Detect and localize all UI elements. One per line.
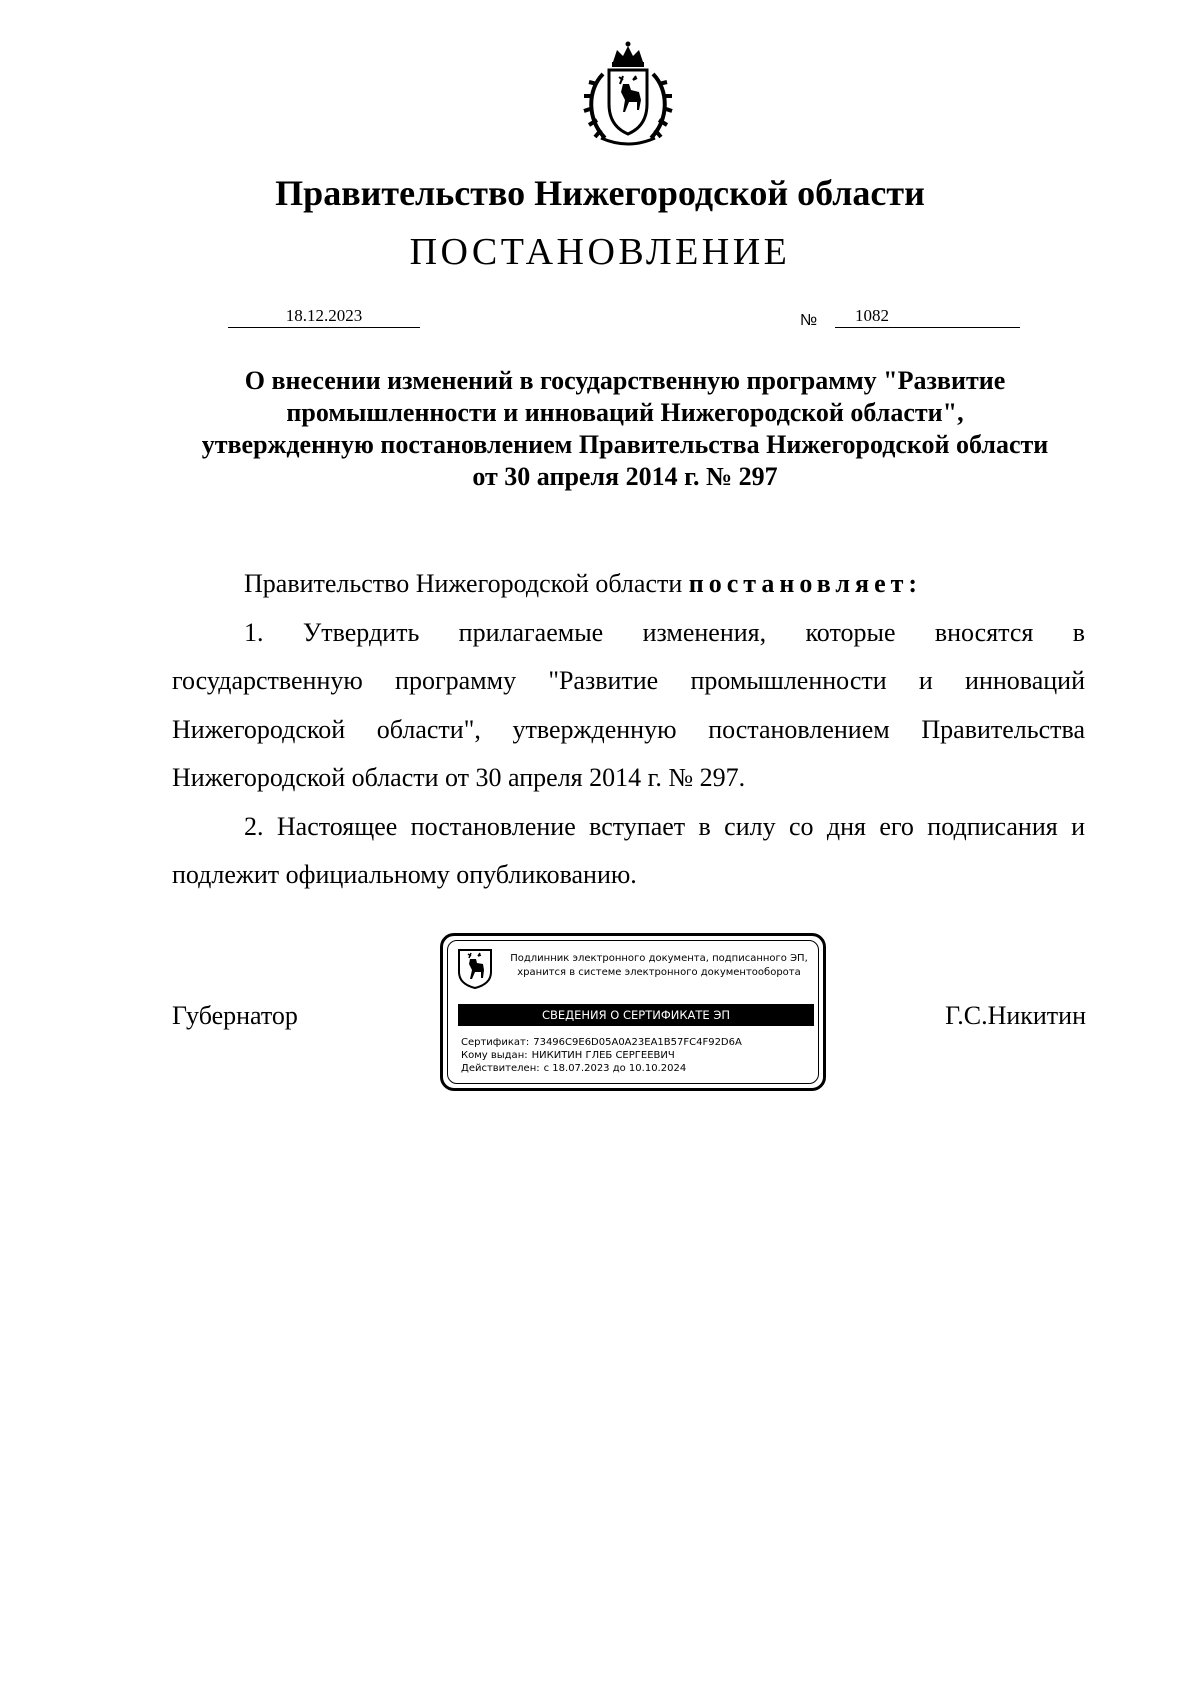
e-signature-stamp <box>440 933 826 1091</box>
coat-of-arms-emblem <box>573 40 683 150</box>
document-number: 1082 <box>855 306 889 325</box>
document-number-field <box>835 305 1020 328</box>
document-subject: О внесении изменений в государственную программу "Развитие промышленности и инноваций Нижегородской области", утвержденную постановлением Правительства Нижегородской области от 30 апреля 2014 г. № 297 <box>201 366 1049 491</box>
preamble-lead: Правительство Нижегородской области <box>244 569 689 598</box>
valid-value: с 18.07.2023 до 10.10.2024 <box>543 1063 687 1074</box>
stamp-note-line-2: хранится в системе электронного документооборота <box>517 967 801 978</box>
document-date: 18.12.2023 <box>228 305 420 328</box>
preamble <box>172 560 1085 609</box>
document-kind: ПОСТАНОВЛЕНИЕ <box>409 231 791 273</box>
item-2: 2. Настоящее постановление вступает в силу со дня его подписания и подлежит официальному опубликованию. <box>172 811 1085 889</box>
signatory-name: Г.С.Никитин <box>945 1001 1086 1030</box>
number-sign: № <box>800 312 818 329</box>
item-1: 1. Утвердить прилагаемые изменения, которые вносятся в государственную программу "Развитие промышленности и инноваций Нижегородской области", утвержденную постановлением Правительства Нижегородской области от 30 апреля 2014 г. № 297. <box>172 617 1085 792</box>
stamp-note-line-1: Подлинник электронного документа, подписанного ЭП, <box>510 953 808 964</box>
stamp-note <box>499 952 819 980</box>
stamp-issued-row <box>461 1049 675 1062</box>
deer-shield-icon <box>457 948 493 990</box>
stamp-title-bar: СВЕДЕНИЯ О СЕРТИФИКАТЕ ЭП <box>458 1004 814 1026</box>
cert-value: 73496C9E6D05A0A23EA1B57FC4F92D6A <box>533 1037 742 1048</box>
issued-label: Кому выдан: <box>461 1050 528 1061</box>
stamp-valid-row <box>461 1062 686 1075</box>
stamp-certificate-row <box>461 1036 742 1049</box>
signatory-role: Губернатор <box>172 1001 298 1030</box>
government-title: Правительство Нижегородской области <box>275 173 925 213</box>
issued-value: НИКИТИН ГЛЕБ СЕРГЕЕВИЧ <box>531 1050 675 1061</box>
valid-label: Действителен: <box>461 1063 540 1074</box>
preamble-verb: постановляет: <box>688 569 923 598</box>
cert-label: Сертификат: <box>461 1037 530 1048</box>
document-body <box>172 560 1085 900</box>
